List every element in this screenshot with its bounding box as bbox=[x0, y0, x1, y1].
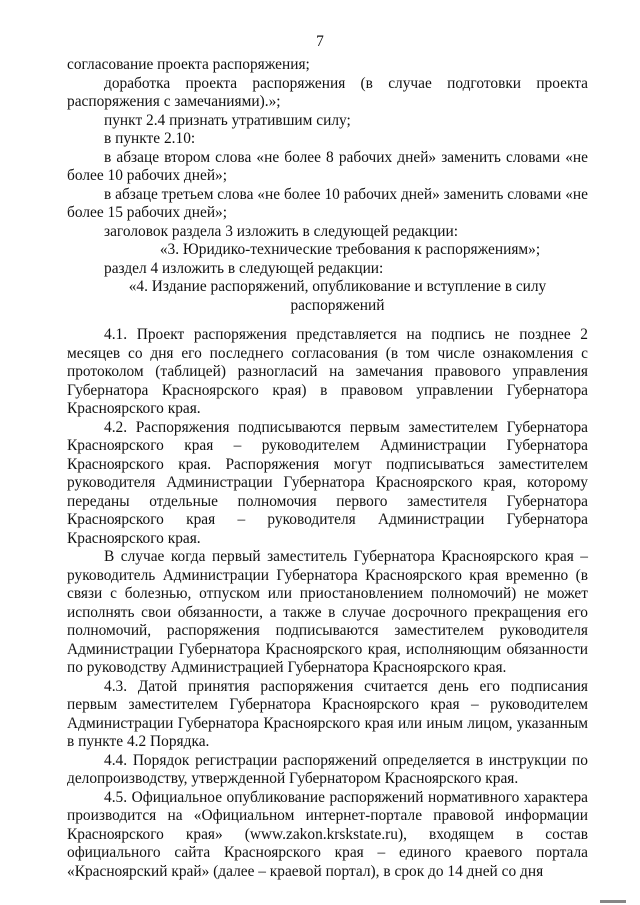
list-item: согласование проекта распоряжения; bbox=[67, 56, 310, 73]
amendment-instruction: пункт 2.4 признать утратившим силу; bbox=[104, 111, 351, 129]
amendment-instruction: заголовок раздела 3 изложить в следующей редакции: bbox=[104, 222, 459, 240]
amendment-instruction: в абзаце третьем слова «не более 10 рабочих дней» заменить словами «не более 15 рабочих дней»; bbox=[67, 185, 588, 221]
section-4-heading: «4. Издание распоряжений, опубликование и вступление в силу распоряжений bbox=[128, 278, 547, 314]
paragraph-4-2-continued: В случае когда первый заместитель Губернатора Красноярского края – руководитель Администрации Губернатора Красноярского края временно (в связи с болезнью, отпуском или приостановлением полномочий) не может исполнять свои обязанности, а также в случае досрочного прекращения его полномочий, распоряжения подписываются заместителем руководителя Администрации Губернатора Красноярского края, исполняющим обязанности по руководству Администрацией Губернатора Красноярского края. bbox=[67, 548, 588, 676]
paragraph-4-1: 4.1. Проект распоряжения представляется на подпись не позднее 2 месяцев со дня его последнего согласования (в том числе ознакомления с протоколом (таблицей) разногласий на замечания правового управления Губернатора Красноярского края) в правовом управлении Губернатора Красноярского края. bbox=[67, 326, 588, 417]
page-number: 7 bbox=[316, 33, 324, 50]
document-body bbox=[67, 56, 588, 881]
scan-mark bbox=[600, 900, 626, 903]
amendment-instruction: в пункте 2.10: bbox=[104, 130, 196, 147]
amendment-instruction: в абзаце втором слова «не более 8 рабочих дней» заменить словами «не более 10 рабочих дней»; bbox=[67, 148, 588, 184]
paragraph-4-4: 4.4. Порядок регистрации распоряжений определяется в инструкции по делопроизводству, утвержденной Губернатором Красноярского края. bbox=[67, 751, 588, 787]
section-3-heading: «3. Юридико-технические требования к распоряжениям»; bbox=[159, 241, 541, 258]
amendment-instruction: раздел 4 изложить в следующей редакции: bbox=[104, 259, 384, 277]
paragraph-4-3: 4.3. Датой принятия распоряжения считается день его подписания первым заместителем Губернатора Красноярского края – руководителем Администрации Губернатора Красноярского края или иным лицом, указанным в пункте 4.2 Порядка. bbox=[67, 677, 588, 750]
paragraph-4-2: 4.2. Распоряжения подписываются первым заместителем Губернатора Красноярского края – руководителем Администрации Губернатора Красноярского края. Распоряжения могут подписываться заместителем руководителя Администрации Губернатора Красноярского края, которому переданы отдельные полномочия первого заместителя Губернатора Красноярского края – руководителя Администрации Губернатора Красноярского края. bbox=[67, 418, 588, 547]
list-item: доработка проекта распоряжения (в случае подготовки проекта распоряжения с замечаниями).»; bbox=[67, 74, 588, 110]
paragraph-4-5: 4.5. Официальное опубликование распоряжений нормативного характера производится на «Официальном интернет-портале правовой информации Красноярского края» (www.zakon.krskstate.ru), входящем в состав официального сайта Красноярского края – единого краевого портала «Красноярский край» (далее – краевой портал), в срок до 14 дней со дня bbox=[67, 788, 588, 880]
